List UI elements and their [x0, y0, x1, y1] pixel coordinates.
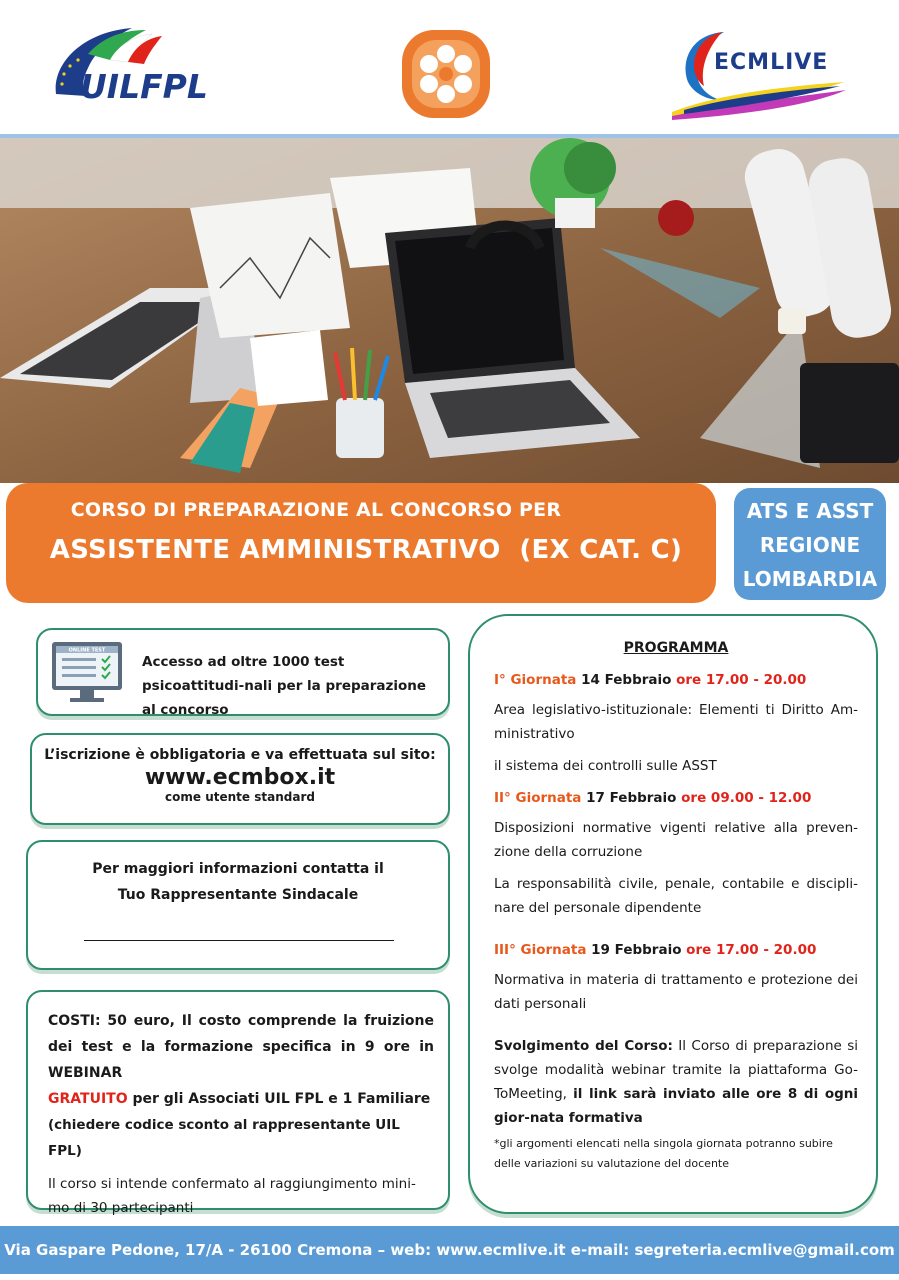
day-topic: Disposizioni normative vigenti relative alla preven-zione della corruzione [494, 820, 858, 860]
program-title: PROGRAMMA [623, 640, 729, 656]
method-bold: il link sarà inviato alle ore 8 di ogni gior-nata formativa [494, 1086, 858, 1126]
desk-photo [0, 138, 899, 483]
day-topic: Area legislativo-istituzionale: Elementi ti Diritto Am-ministrativo [494, 702, 858, 742]
uil-logo-text: UILFPL [80, 67, 208, 106]
uil-fpl-logo [42, 24, 212, 124]
course-title [6, 535, 726, 565]
free-offer [48, 1086, 434, 1112]
region-line: LOMBARDIA [742, 567, 878, 591]
course-title-text: ASSISTENTE AMMINISTRATIVO (EX CAT. C) [49, 535, 683, 565]
method-label: Svolgimento del Corso: [494, 1038, 673, 1054]
online-test-monitor-icon [50, 640, 124, 704]
day-time: ore 17.00 - 20.00 [686, 942, 817, 958]
registration-text: L’iscrizione è obbligatoria e va effettuata sul sito: [44, 747, 436, 763]
flower-logo [398, 24, 494, 124]
course-title-banner [6, 483, 716, 603]
day-date: 19 Febbraio [586, 942, 687, 958]
registration-box [30, 733, 450, 825]
day-topic: il sistema dei controlli sulle ASST [494, 758, 717, 774]
day-topic: La responsabilità civile, penale, contabile e discipli-nare del personale dipendente [494, 876, 858, 916]
day-label: III° Giornata [494, 942, 587, 958]
discount-note: (chiedere codice sconto al rappresentante UIL FPL) [48, 1117, 400, 1159]
info-box [26, 840, 450, 970]
registration-site-link[interactable]: www.ecmbox.it [144, 765, 336, 790]
day-date: 14 Febbraio [576, 672, 677, 688]
ecm-logo-text: ECMLIVE [714, 50, 829, 75]
confirmation-text: Il corso si intende confermato al raggiungimento mini-mo di 30 partecipanti [48, 1176, 416, 1216]
header [0, 0, 899, 136]
course-subtitle: CORSO DI PREPARAZIONE AL CONCORSO PER [70, 499, 562, 521]
online-test-box [36, 628, 450, 716]
flower-icon [398, 24, 494, 124]
ecmlive-logo [664, 20, 854, 125]
costs-box [26, 990, 450, 1216]
contact-blank-line [84, 940, 394, 941]
free-rest: per gli Associati UIL FPL e 1 Familiare [127, 1091, 431, 1107]
method-text: Il Corso di preparazione si svolge modalità webinar tramite la piattaforma Go-ToMeeting, [494, 1038, 858, 1102]
costs-content [48, 1008, 434, 1220]
course-method [494, 1034, 858, 1130]
day-date: 17 Febbraio [581, 790, 682, 806]
day-label: I° Giornata [494, 672, 577, 688]
monitor-label: ONLINE TEST [68, 647, 106, 654]
footer-contact: Via Gaspare Pedone, 17/A - 26100 Cremona – web: www.ecmlive.it e-mail: segreteria.ecmlive@gmail.com [0, 1226, 899, 1274]
info-line: Tuo Rappresentante Sindacale [117, 887, 359, 903]
region-line: REGIONE [759, 533, 861, 557]
registration-note: come utente standard [165, 790, 315, 804]
day-header [494, 938, 858, 962]
desk-illustration-icon [0, 138, 899, 483]
info-text [28, 856, 448, 908]
day-label: II° Giornata [494, 790, 582, 806]
day-header [494, 668, 858, 692]
region-badge [734, 488, 886, 600]
program-content [494, 636, 858, 1174]
free-label: GRATUITO [48, 1091, 128, 1107]
day-time: ore 17.00 - 20.00 [676, 672, 807, 688]
day-header [494, 786, 858, 810]
region-line: ATS E ASST [746, 499, 874, 523]
info-line: Per maggiori informazioni contatta il [92, 861, 384, 877]
costs-text: COSTI: 50 euro, Il costo comprende la fruizione dei test e la formazione specifica in 9 ore in WEBINAR [48, 1013, 434, 1081]
day-topic: Normativa in materia di trattamento e protezione dei dati personali [494, 972, 858, 1012]
online-test-text: Accesso ad oltre 1000 test psicoattitudi-nali per la preparazione al concorso [142, 654, 427, 718]
program-footnote: *gli argomenti elencati nella singola giornata potranno subire delle variazioni su valutazione del docente [494, 1137, 833, 1170]
day-time: ore 09.00 - 12.00 [681, 790, 812, 806]
program-box [468, 614, 878, 1214]
